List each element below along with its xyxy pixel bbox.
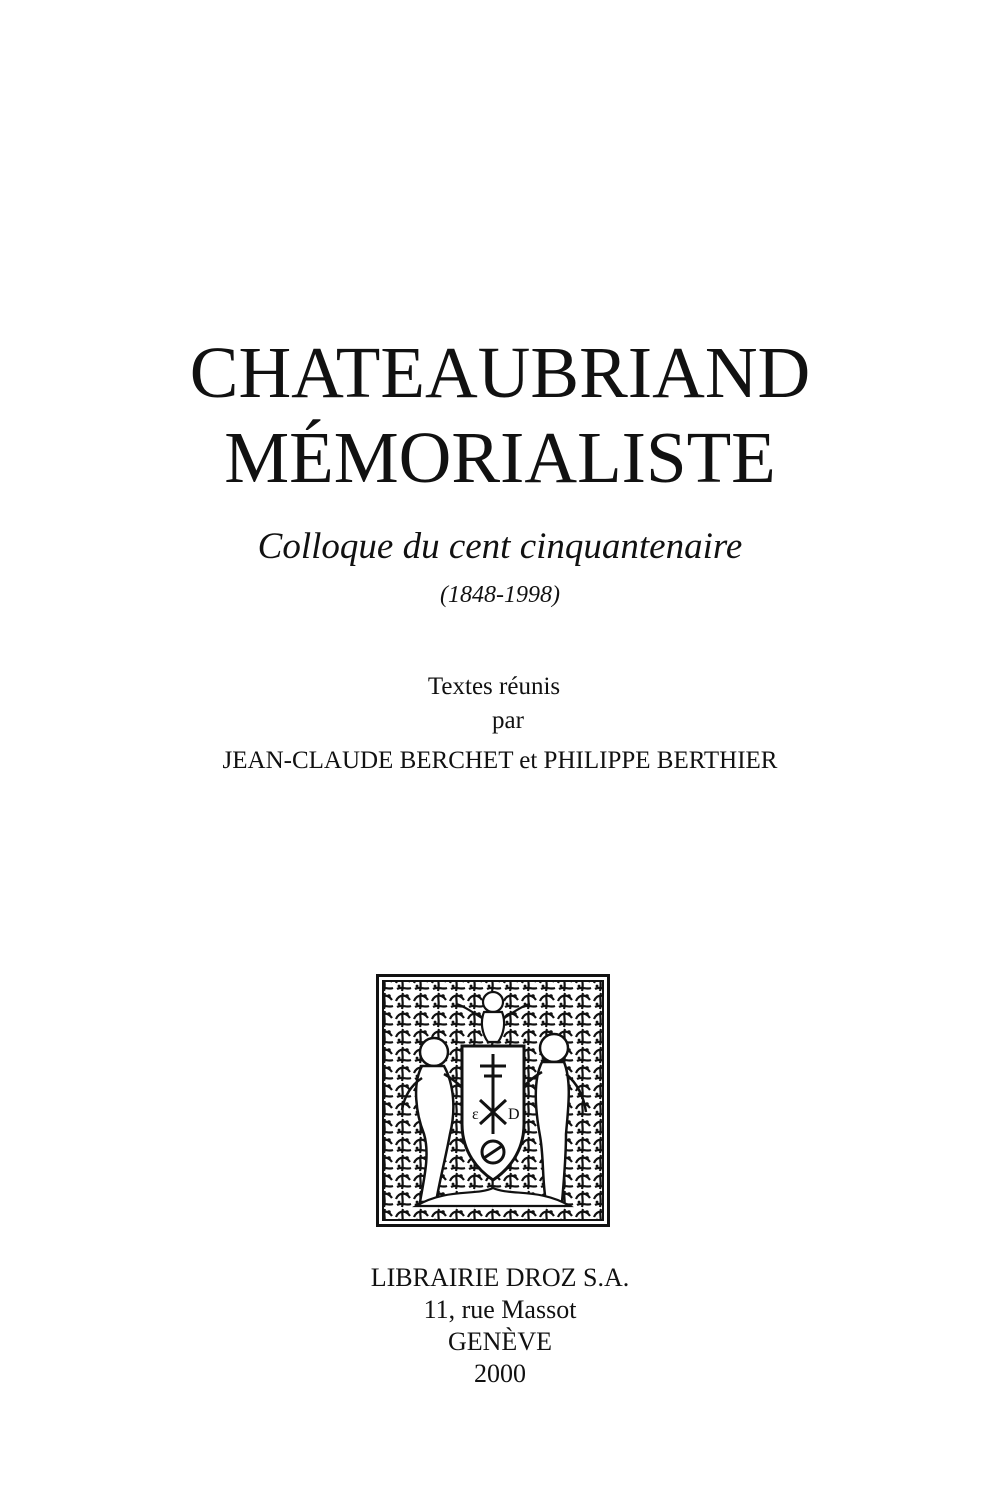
- colloquium-dates: (1848-1998): [440, 582, 560, 608]
- mark-letter-left: ε: [472, 1106, 479, 1123]
- credit-textes-reunis: Textes réunis: [427, 673, 561, 700]
- publisher-address: 11, rue Massot: [423, 1295, 577, 1324]
- publisher-city: GENÈVE: [448, 1327, 552, 1356]
- printer-device-icon: [376, 974, 610, 1227]
- credit-par: par: [492, 707, 524, 734]
- publication-year: 2000: [474, 1359, 526, 1388]
- book-subtitle: Colloque du cent cinquantenaire: [257, 526, 743, 567]
- publisher-name: LIBRAIRIE DROZ S.A.: [370, 1263, 630, 1292]
- editors: JEAN-CLAUDE BERCHET et PHILIPPE BERTHIER: [222, 747, 778, 774]
- book-title-line-2: MÉMORIALISTE: [224, 417, 776, 498]
- book-title-line-1: CHATEAUBRIAND: [189, 332, 811, 413]
- mark-letter-right: D: [508, 1106, 520, 1123]
